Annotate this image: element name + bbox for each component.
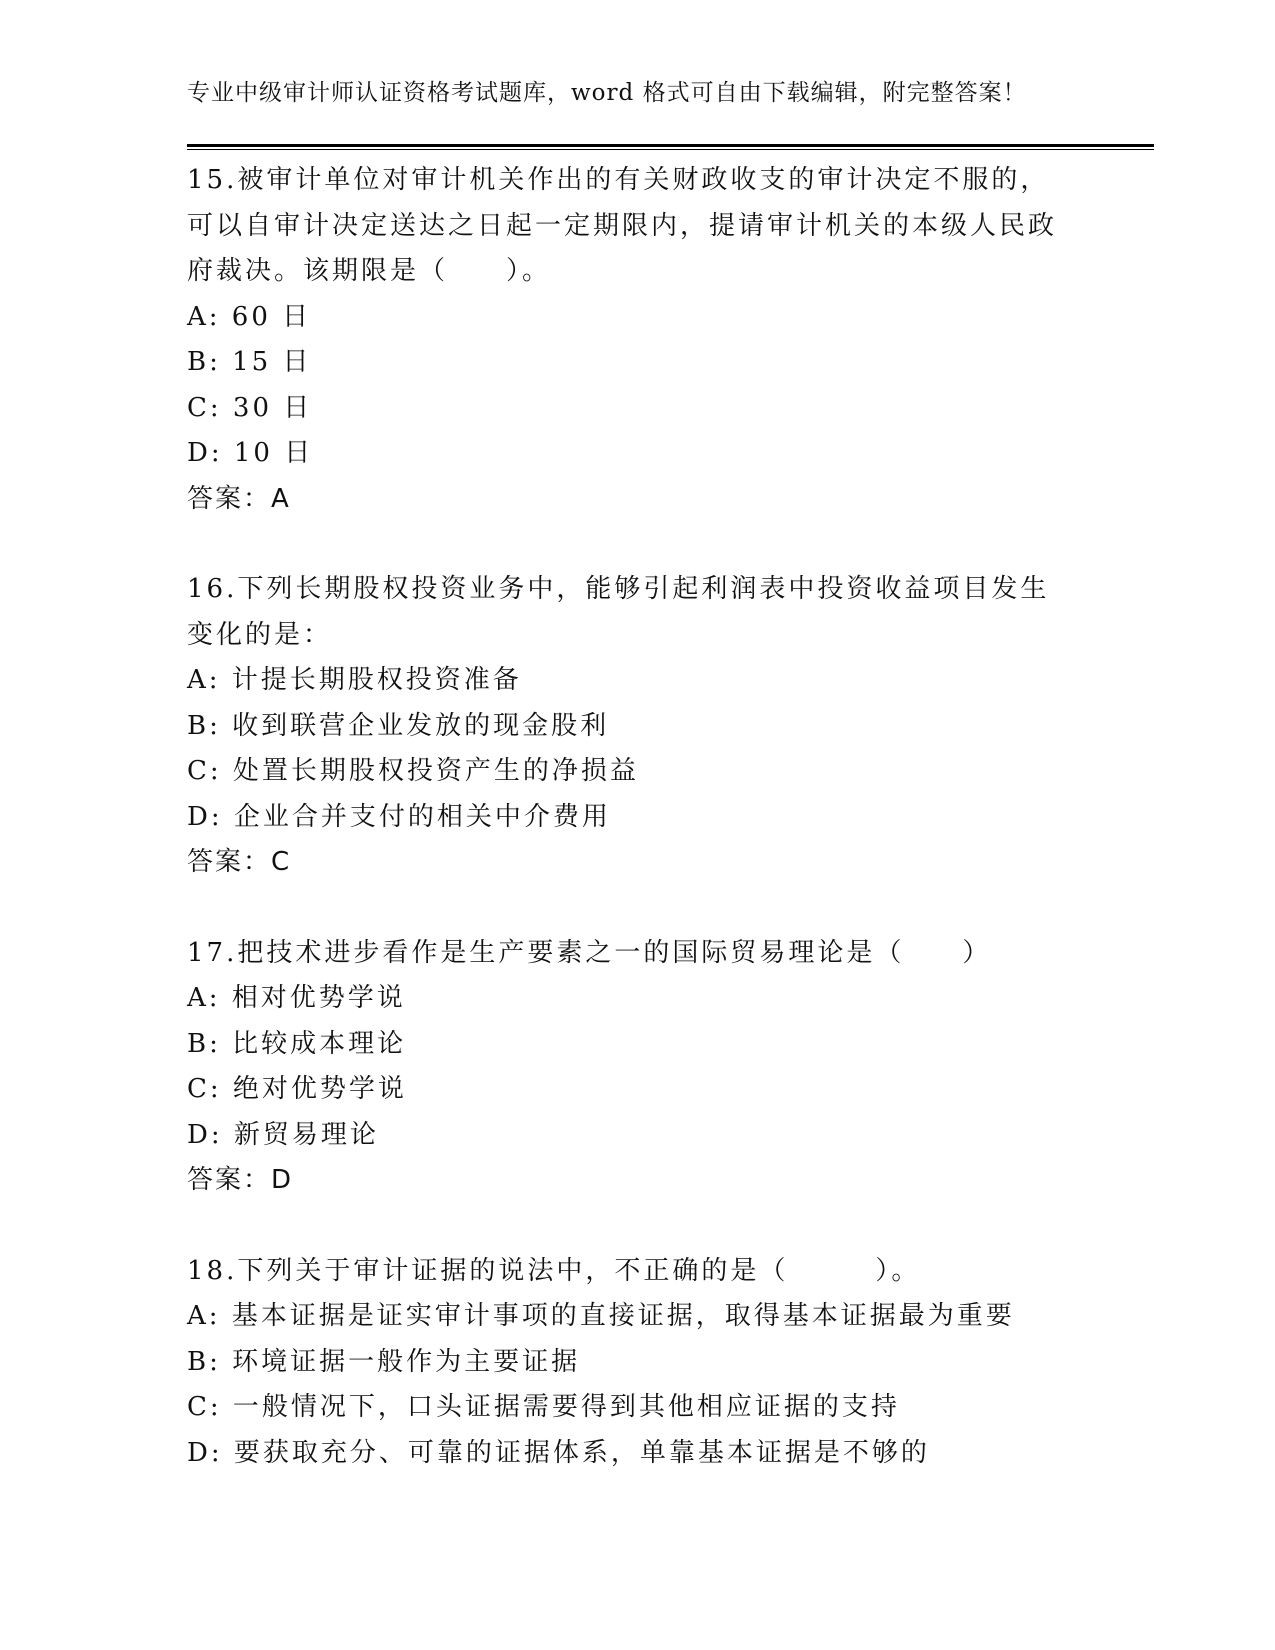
option-a: A: 相对优势学说 — [187, 983, 406, 1013]
option-c: C: 处置长期股权投资产生的净损益 — [187, 756, 639, 786]
question-stem: 16.下列长期股权投资业务中，能够引起利润表中投资收益项目发生变化的是： — [187, 574, 1050, 650]
answer: 答案：D — [187, 1165, 294, 1195]
question-15 — [187, 158, 1107, 522]
question-list — [187, 158, 1107, 1476]
option-a: A: 计提长期股权投资准备 — [187, 665, 522, 695]
answer: 答案：C — [187, 847, 292, 877]
option-d: D: 新贸易理论 — [187, 1119, 379, 1150]
option-b: B: 比较成本理论 — [187, 1028, 407, 1059]
option-d: D: 要获取充分、可靠的证据体系，单靠基本证据是不够的 — [187, 1437, 930, 1468]
option-d: D: 企业合并支付的相关中介费用 — [187, 801, 611, 832]
option-a: A: 60 日 — [187, 301, 312, 332]
option-c: C: 30 日 — [187, 392, 313, 423]
question-stem: 15.被审计单位对审计机关作出的有关财政收支的审计决定不服的，可以自审计决定送达之日起一定期限内，提请审计机关的本级人民政府裁决。该期限是（ ）。 — [187, 165, 1058, 286]
option-b: B: 环境证据一般作为主要证据 — [187, 1346, 581, 1377]
page-header: 专业中级审计师认证资格考试题库，word 格式可自由下载编辑，附完整答案！ — [187, 80, 1027, 106]
question-stem: 17.把技术进步看作是生产要素之一的国际贸易理论是（ ） — [187, 937, 992, 968]
question-stem: 18.下列关于审计证据的说法中，不正确的是（ ）。 — [187, 1255, 921, 1286]
option-a: A: 基本证据是证实审计事项的直接证据，取得基本证据最为重要 — [187, 1301, 1015, 1331]
option-c: C: 绝对优势学说 — [187, 1074, 407, 1104]
question-17 — [187, 931, 1107, 1204]
option-b: B: 15 日 — [187, 347, 312, 377]
option-c: C: 一般情况下，口头证据需要得到其他相应证据的支持 — [187, 1392, 900, 1422]
option-b: B: 收到联营企业发放的现金股利 — [187, 710, 610, 741]
option-d: D: 10 日 — [187, 438, 314, 468]
header-divider — [187, 144, 1154, 150]
question-18 — [187, 1249, 1107, 1477]
answer: 答案：A — [187, 483, 291, 514]
question-16 — [187, 567, 1107, 886]
